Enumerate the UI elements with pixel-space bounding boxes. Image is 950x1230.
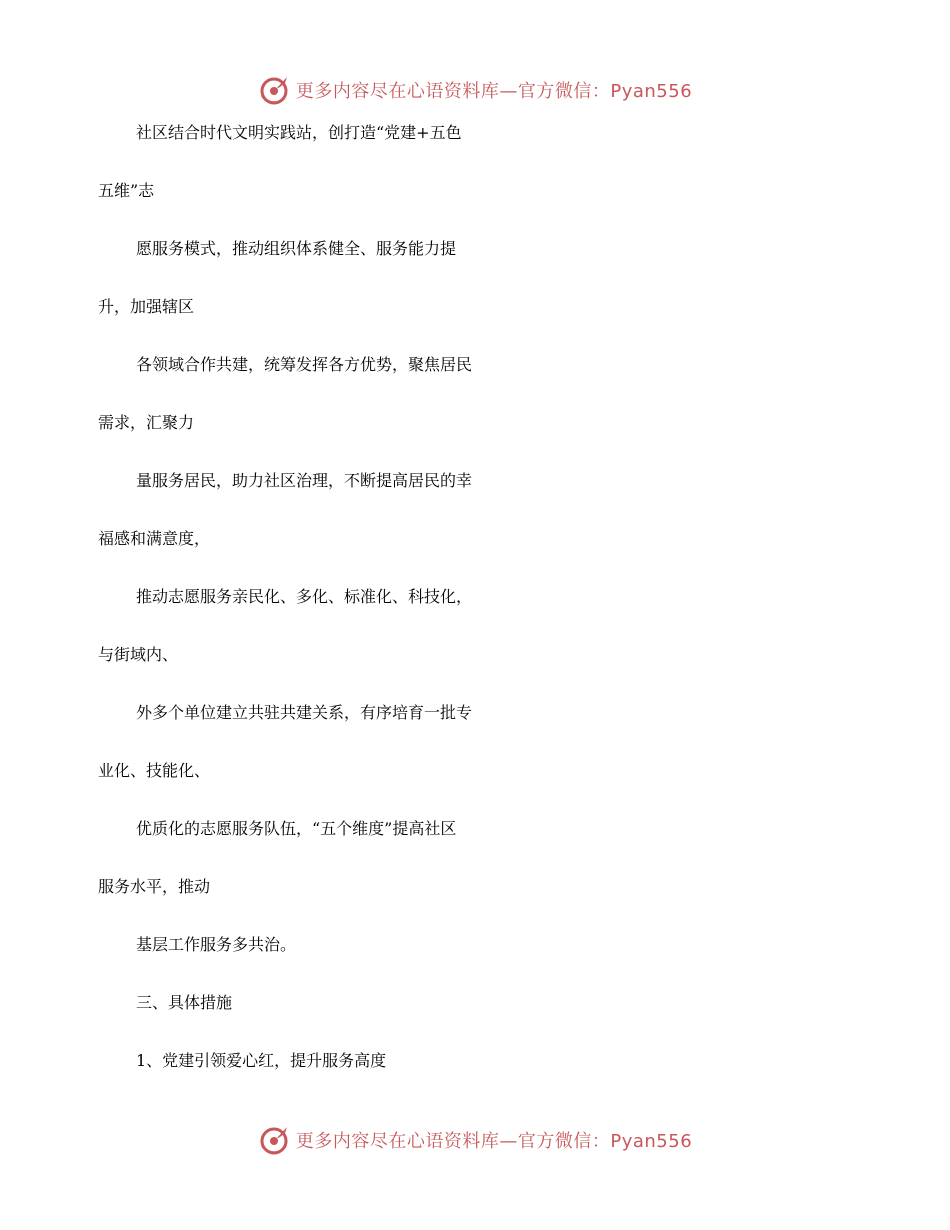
- text-line: 量服务居民，助力社区治理，不断提高居民的幸: [136, 471, 473, 490]
- text-line: 基层工作服务多共治。: [136, 935, 297, 954]
- subsection-heading: 1、党建引领爱心红，提升服务高度: [136, 1051, 387, 1070]
- quill-seal-icon: [258, 1124, 290, 1156]
- text-line: 福感和满意度，: [98, 529, 211, 548]
- text-line: 服务水平，推动: [98, 877, 211, 896]
- text-line: 需求，汇聚力: [98, 413, 195, 432]
- text-line: 业化、技能化、: [98, 761, 211, 780]
- watermark-text: 更多内容尽在心语资料库—官方微信：Pyan556: [295, 1131, 693, 1152]
- footer-watermark: [0, 1122, 950, 1158]
- text-line: 外多个单位建立共驻共建关系，有序培育一批专: [136, 703, 473, 722]
- watermark-text: 更多内容尽在心语资料库—官方微信：Pyan556: [295, 81, 693, 102]
- document-body: [98, 120, 858, 1106]
- quill-seal-icon: [258, 74, 290, 106]
- text-line: 各领域合作共建，统筹发挥各方优势，聚焦居民: [136, 355, 473, 374]
- text-line: 社区结合时代文明实践站，创打造“党建+五色: [136, 123, 462, 142]
- text-line: 五维”志: [98, 181, 155, 200]
- text-line: 优质化的志愿服务队伍，“五个维度”提高社区: [136, 819, 457, 838]
- text-line: 与街域内、: [98, 645, 179, 664]
- section-heading: 三、具体措施: [136, 993, 233, 1012]
- header-watermark: [0, 72, 950, 108]
- text-line: 推动志愿服务亲民化、多化、标准化、科技化，: [136, 587, 473, 606]
- text-line: 愿服务模式，推动组织体系健全、服务能力提: [136, 239, 457, 258]
- text-line: 升，加强辖区: [98, 297, 195, 316]
